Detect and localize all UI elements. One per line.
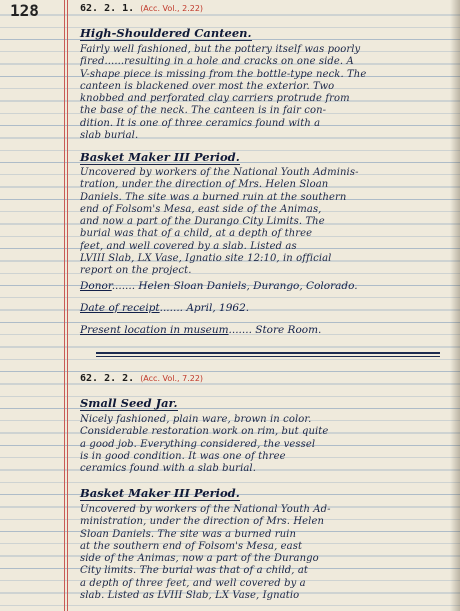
desc-line: fired......resulting in a hole and cracks on one side. A: [80, 56, 354, 68]
object-title: Small Seed Jar.: [80, 396, 178, 410]
receipt-label: Date of receipt: [80, 302, 160, 314]
provenance-line: at the southern end of Folsom's Mesa, east: [80, 540, 303, 552]
desc-line: a good job. Everything considered, the vessel: [80, 438, 316, 450]
provenance-line: a depth of three feet, and well covered by a: [80, 577, 306, 589]
desc-line: the base of the neck. The canteen is in fair con-: [80, 105, 327, 117]
object-description: [80, 414, 452, 475]
desc-line: knobbed and perforated clay carriers protrude from: [80, 93, 350, 105]
desc-line: canteen is blackened over most the exterior. Two: [80, 80, 335, 92]
desc-line: Fairly well fashioned, but the pottery itself was poorly: [80, 44, 361, 55]
donor-row: [80, 280, 452, 292]
desc-line: ceramics found with a slab burial.: [80, 463, 257, 475]
location-row: [80, 324, 452, 336]
provenance-line: Daniels. The site was a burned ruin at the southern: [80, 191, 347, 203]
receipt-value: ....... April, 1962.: [159, 302, 250, 314]
provenance-line: City limits. The burial was that of a child, at: [80, 565, 309, 577]
desc-line: V-shape piece is missing from the bottle-type neck. The: [80, 68, 367, 80]
catalog-entry-2: [80, 373, 452, 385]
period-heading: Basket Maker III Period.: [80, 486, 240, 500]
accession-ref: (Acc. Vol., 2.22): [140, 4, 204, 13]
entry-separator: [96, 356, 440, 357]
donor-label: Donor: [80, 280, 112, 292]
provenance-line: ministration, under the direction of Mrs. Helen: [80, 516, 325, 528]
provenance-line: and now a part of the Durango City Limits. The: [80, 216, 325, 228]
provenance-line: slab. Listed as LVIII Slab, LX Vase, Ignatio: [80, 590, 300, 602]
provenance-description: [80, 504, 452, 602]
desc-line: Nicely fashioned, plain ware, brown in color.: [80, 414, 312, 425]
entry-2-title-row: [80, 392, 452, 411]
location-value: ....... Store Room.: [228, 324, 322, 336]
accession-ref: (Acc. Vol., 7.22): [140, 374, 204, 383]
provenance-line: feet, and well covered by a slab. Listed as: [80, 240, 297, 252]
catalog-number: [80, 373, 452, 385]
provenance-line: end of Folsom's Mesa, east side of the Animas,: [80, 203, 322, 215]
donor-value: ....... Helen Sloan Daniels, Durango, Colorado.: [111, 280, 358, 292]
catalog-id: 62. 2. 2.: [80, 373, 135, 384]
desc-line: Considerable restoration work on rim, but quite: [80, 426, 329, 438]
provenance-line: report on the project.: [80, 265, 192, 277]
provenance-description: [80, 167, 452, 278]
provenance-line: Sloan Daniels. The site was a burned ruin: [80, 528, 297, 540]
catalog-number: [80, 3, 452, 15]
object-title: High-Shouldered Canteen.: [80, 26, 252, 40]
object-description: [80, 44, 452, 142]
margin-line: [64, 0, 65, 611]
provenance-line: LVIII Slab, LX Vase, Ignatio site 12:10, in official: [80, 253, 332, 265]
catalog-entry-1: [80, 3, 452, 15]
period-heading: Basket Maker III Period.: [80, 150, 240, 164]
provenance-line: Uncovered by workers of the National Youth Adminis-: [80, 167, 359, 178]
margin-line: [67, 0, 68, 611]
location-label: Present location in museum: [80, 324, 229, 336]
provenance-line: tration, under the direction of Mrs. Helen Sloan: [80, 179, 329, 191]
page-number: 128: [10, 1, 39, 20]
provenance-line: Uncovered by workers of the National Youth Ad-: [80, 504, 331, 515]
entry-1-title-row: [80, 22, 452, 41]
period-heading-row: [80, 146, 452, 165]
desc-line: is in good condition. It was one of three: [80, 450, 286, 462]
period-heading-row: [80, 482, 452, 501]
desc-line: slab burial.: [80, 130, 139, 142]
provenance-line: side of the Animas, now a part of the Durango: [80, 553, 319, 565]
entry-separator: [96, 352, 440, 354]
desc-line: dition. It is one of three ceramics found with a: [80, 117, 321, 129]
receipt-row: [80, 302, 452, 314]
provenance-line: burial was that of a child, at a depth of three: [80, 228, 313, 240]
catalog-id: 62. 2. 1.: [80, 3, 135, 14]
